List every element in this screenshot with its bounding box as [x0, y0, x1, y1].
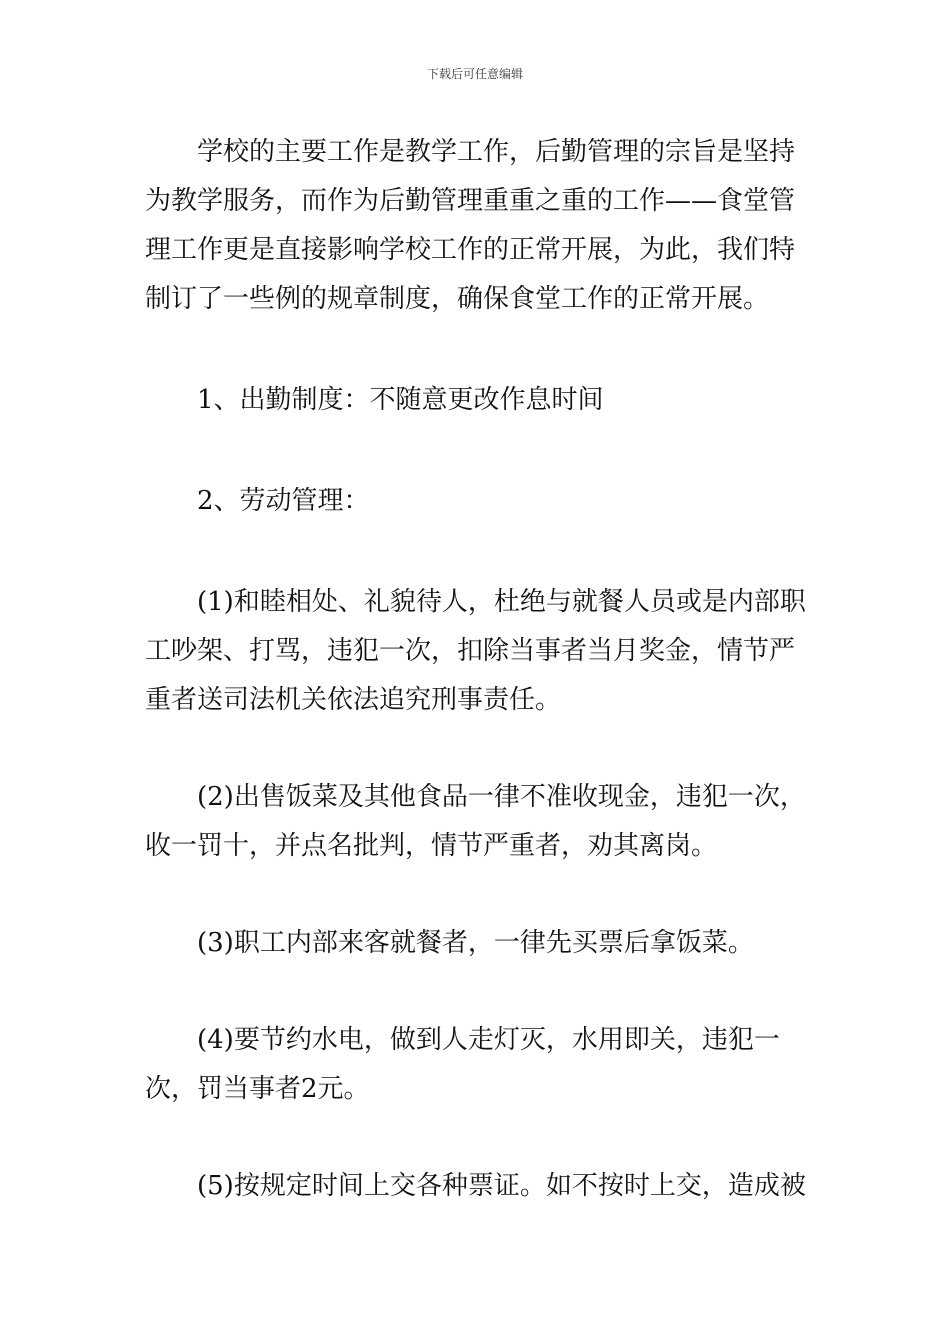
intro-paragraph: 学校的主要工作是教学工作，后勤管理的宗旨是坚持为教学服务，而作为后勤管理重重之重的工作——食堂管理工作更是直接影响学校工作的正常开展，为此，我们特制订了一些例的规章制度，确保食堂工作的正常开展。 — [145, 137, 796, 314]
rule-item-3: (3)职工内部来客就餐者，一律先买票后拿饭菜。 — [197, 928, 754, 958]
paragraph-gap — [145, 425, 815, 477]
paragraph-gap — [145, 725, 815, 773]
paragraph-gap — [145, 526, 815, 578]
rule-labor-heading: 2、劳动管理： — [197, 486, 370, 516]
page-header: 下载后可任意编辑 — [426, 67, 523, 81]
rule-item-1: (1)和睦相处、礼貌待人，杜绝与就餐人员或是内部职工吵架、打骂，违犯一次，扣除当事者当月奖金，情节严重者送司法机关依法追究刑事责任。 — [145, 587, 806, 715]
rule-attendance: 1、出勤制度：不随意更改作息时间 — [197, 385, 604, 415]
rule-item-2: (2)出售饭菜及其他食品一律不准收现金，违犯一次，收一罚十，并点名批判，情节严重者，劝其离岗。 — [145, 782, 806, 861]
rule-item-4: (4)要节约水电，做到人走灯灭，水用即关，违犯一次，罚当事者2元。 — [145, 1025, 780, 1104]
rule-item-5: (5)按规定时间上交各种票证。如不按时上交，造成被 — [197, 1171, 806, 1201]
paragraph-gap — [145, 871, 815, 919]
paragraph-gap — [145, 324, 815, 376]
paragraph-gap — [145, 1114, 815, 1162]
document-body — [145, 128, 815, 1211]
paragraph-gap — [145, 968, 815, 1016]
